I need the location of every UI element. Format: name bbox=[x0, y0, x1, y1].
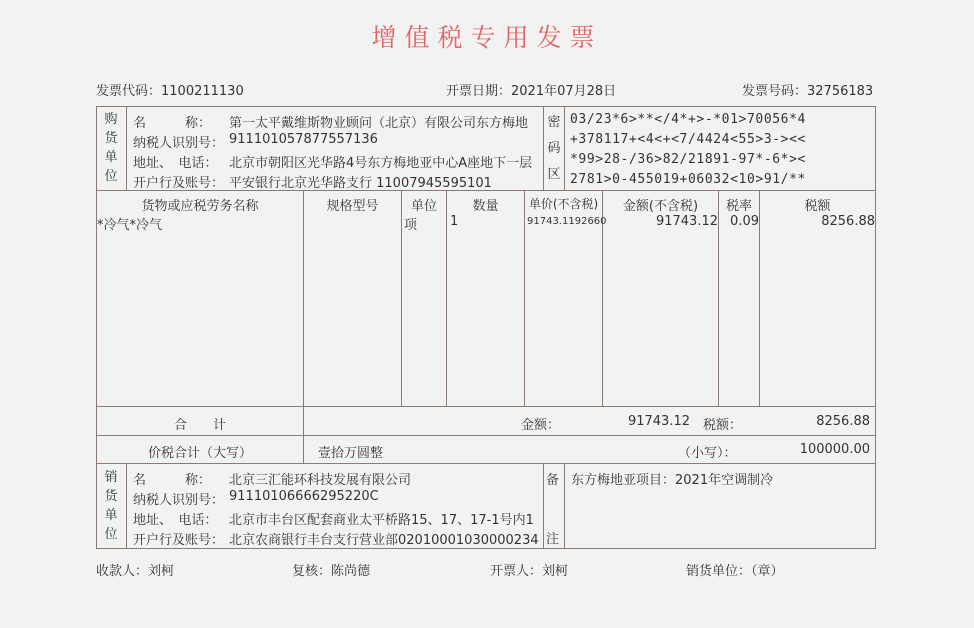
item-price: 91743.1192660 bbox=[527, 216, 607, 227]
reviewer bbox=[292, 560, 370, 579]
remarks-label-bottom: 注 bbox=[546, 532, 560, 547]
invoice-number-label: 发票号码： bbox=[742, 84, 808, 99]
buyer-address-label: 地址、 电话： bbox=[133, 156, 218, 171]
seller-address-label: 地址、 电话： bbox=[133, 513, 218, 528]
col-header-name: 货物或应税劳务名称 bbox=[141, 199, 259, 214]
seller-bank: 北京农商银行丰台支行营业部02010001030000234 bbox=[229, 533, 539, 548]
buyer-section-label: 购 货 单 位 bbox=[104, 112, 118, 184]
col-header-qty: 数量 bbox=[472, 199, 499, 214]
item-name: *冷气*冷气 bbox=[97, 218, 163, 233]
buyer-tax-id: 911101057877557136 bbox=[229, 132, 378, 147]
invoice-date-value: 2021年07月28日 bbox=[511, 84, 617, 99]
invoice-number bbox=[742, 80, 873, 99]
cipher-line: *99>28-/36>82/21891-97*-6*>< bbox=[570, 152, 806, 167]
invoice-date-label: 开票日期： bbox=[446, 84, 512, 99]
totals-tax: 8256.88 bbox=[816, 414, 870, 429]
col-header-unit: 单位 bbox=[410, 199, 437, 214]
payee-label: 收款人： bbox=[96, 564, 149, 579]
invoice-code bbox=[96, 80, 244, 99]
buyer-address: 北京市朝阳区光华路4号东方梅地亚中心A座地下一层 bbox=[229, 156, 533, 171]
col-header-spec: 规格型号 bbox=[326, 199, 379, 214]
item-tax: 8256.88 bbox=[821, 214, 875, 229]
seller-name: 北京三汇能环科技发展有限公司 bbox=[229, 473, 412, 488]
seller-address: 北京市丰台区配套商业太平桥路15、17、17-1号内1 bbox=[229, 513, 534, 528]
seller-bank-label: 开户行及账号： bbox=[133, 533, 225, 548]
remarks-label-top: 备 bbox=[546, 473, 560, 488]
item-rate: 0.09 bbox=[730, 214, 759, 229]
grand-total-upper: 壹拾万圆整 bbox=[318, 446, 384, 461]
grand-total-label: 价税合计（大写） bbox=[147, 446, 252, 461]
seller-name-label: 名 称： bbox=[133, 473, 212, 488]
item-unit: 项 bbox=[404, 218, 418, 233]
cipher-line: +378117+<4<+<7/4424<55>3-><< bbox=[570, 132, 806, 147]
item-amount: 91743.12 bbox=[655, 214, 718, 229]
buyer-bank: 平安银行北京光华路支行 11007945595101 bbox=[229, 176, 492, 191]
col-header-amount: 金额(不含税) bbox=[622, 199, 699, 214]
buyer-bank-label: 开户行及账号： bbox=[133, 176, 225, 191]
totals-label: 合 计 bbox=[173, 418, 226, 433]
seller-section-label: 销 货 单 位 bbox=[104, 470, 118, 542]
totals-amount: 91743.12 bbox=[627, 414, 690, 429]
drawer-label: 开票人： bbox=[490, 564, 543, 579]
cipher-section-label: 密 码 区 bbox=[547, 115, 561, 182]
buyer-name: 第一太平戴维斯物业顾问（北京）有限公司东方梅地 bbox=[229, 116, 529, 131]
totals-amount-label: 金额： bbox=[521, 418, 561, 433]
drawer bbox=[490, 560, 568, 579]
invoice-code-label: 发票代码： bbox=[96, 84, 162, 99]
drawer-value: 刘柯 bbox=[542, 564, 569, 579]
grand-total-lower: 100000.00 bbox=[799, 442, 870, 457]
col-header-rate: 税率 bbox=[725, 199, 752, 214]
cipher-line: 2781>0-455019+06032<10>91/** bbox=[570, 172, 806, 187]
invoice-code-value: 1100211130 bbox=[161, 84, 244, 99]
seller-tax-id-label: 纳税人识别号： bbox=[133, 493, 225, 508]
seller-tax-id: 91110106666295220C bbox=[229, 489, 379, 504]
payee bbox=[96, 560, 174, 579]
col-header-price: 单价(不含税) bbox=[528, 197, 599, 211]
grand-total-lower-label: （小写）： bbox=[678, 446, 737, 461]
buyer-tax-id-label: 纳税人识别号： bbox=[133, 136, 225, 151]
remarks-text: 东方梅地亚项目：2021年空调制冷 bbox=[571, 473, 774, 488]
cipher-line: 03/23*6>**</4*+>-*01>70056*4 bbox=[570, 112, 806, 127]
payee-value: 刘柯 bbox=[148, 564, 175, 579]
invoice-date bbox=[446, 80, 616, 99]
seller-stamp-label: 销货单位：（章） bbox=[686, 564, 784, 579]
reviewer-label: 复核： bbox=[292, 564, 332, 579]
buyer-name-label: 名 称： bbox=[133, 116, 212, 131]
reviewer-value: 陈尚德 bbox=[331, 564, 371, 579]
item-qty: 1 bbox=[450, 214, 459, 229]
invoice-title: 增值税专用发票 bbox=[371, 23, 603, 52]
totals-tax-label: 税额： bbox=[703, 418, 743, 433]
col-header-tax: 税额 bbox=[804, 199, 831, 214]
invoice-number-value: 32756183 bbox=[807, 84, 874, 99]
